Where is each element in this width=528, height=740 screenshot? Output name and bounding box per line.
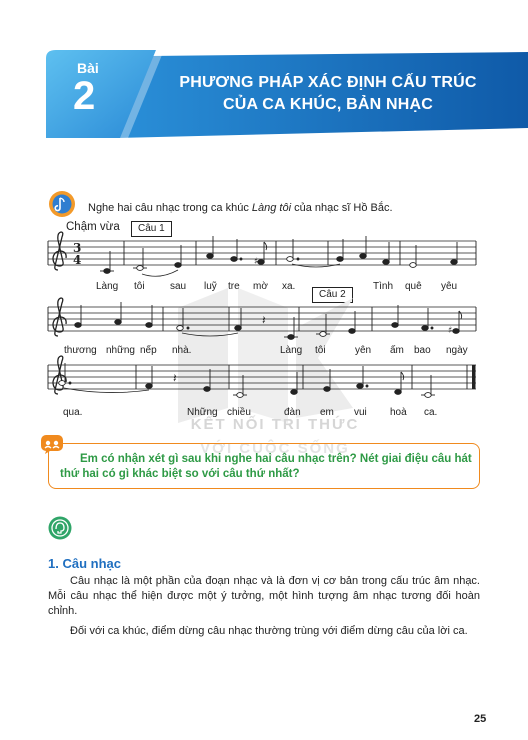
- section-heading: 1. Câu nhạc: [48, 556, 121, 571]
- lyric-word: Tình: [373, 281, 394, 292]
- time-sig-top: 3: [73, 241, 82, 255]
- lyric-word: yên: [355, 345, 372, 356]
- knowledge-icon: [48, 516, 72, 540]
- lyric-word: ấm: [390, 345, 404, 356]
- intro-sentence: Nghe hai câu nhạc trong ca khúc Làng tôi của nhạc sĩ Hồ Bắc.: [88, 202, 393, 214]
- lyric-word: luỹ: [204, 281, 217, 292]
- lyric-word: bao: [414, 345, 431, 356]
- time-sig-bottom: 4: [73, 253, 82, 267]
- discussion-icon: [40, 434, 64, 454]
- lyric-word: xa.: [282, 281, 296, 292]
- lyric-word: tôi: [315, 345, 326, 356]
- lesson-label: Bài: [77, 60, 99, 76]
- lyric-word: ca.: [424, 407, 438, 418]
- lyric-word: mờ: [253, 281, 268, 292]
- lyric-word: những: [106, 345, 135, 356]
- watermark-line2: VỚI CUỘC SỐNG: [200, 440, 350, 457]
- lyric-word: vui: [354, 407, 367, 418]
- song-title: Làng tôi: [251, 202, 292, 214]
- lesson-title-line1: PHƯƠNG PHÁP XÁC ĐỊNH CẤU TRÚC: [179, 74, 477, 91]
- lyric-word: hoà: [390, 407, 407, 418]
- lyric-word: tôi: [134, 281, 145, 292]
- svg-text:𝄽: 𝄽: [262, 313, 266, 327]
- lyric-word: Những: [187, 407, 218, 418]
- lyric-word: Làng: [96, 281, 119, 292]
- paragraph-1: Câu nhạc là một phần của đoạn nhạc và là đơn vị cơ bản trong cấu trúc âm nhạc. Mỗi câu nhạc thể hiện được một ý tưởng, một hình tượng âm nhạc tương đối hoàn chỉnh.: [48, 575, 480, 617]
- lyric-word: đàn: [284, 407, 301, 418]
- lesson-title-line2: CỦA CA KHÚC, BẢN NHẠC: [222, 96, 434, 113]
- lyric-word: em: [320, 407, 334, 418]
- svg-text:♯: ♯: [254, 257, 259, 267]
- lesson-number: 2: [73, 74, 96, 118]
- lyric-word: nhà.: [172, 345, 192, 356]
- lyric-word: Làng: [280, 345, 303, 356]
- tempo-marking: Chậm vừa: [66, 221, 120, 233]
- phrase2-label: Câu 2: [312, 287, 353, 303]
- paragraph-2: Đối với ca khúc, điểm dừng câu nhạc thường trùng với điểm dừng câu của lời ca.: [70, 625, 468, 637]
- lyric-word: sau: [170, 281, 187, 292]
- phrase1-label: Câu 1: [131, 221, 172, 237]
- question-text: Em có nhận xét gì sau khi nghe hai câu nhạc trên? Nét giai điệu câu hát thứ hai có gì khác biệt so với câu thứ nhất?: [60, 453, 472, 480]
- watermark-line1: KẾT NỐI TRI THỨC: [190, 416, 360, 433]
- lyric-word: quê: [405, 281, 422, 292]
- svg-text:♯: ♯: [448, 326, 453, 336]
- lyric-word: thương: [64, 345, 97, 356]
- lyric-word: yêu: [441, 281, 458, 292]
- svg-text:𝄽: 𝄽: [173, 371, 177, 385]
- lyric-word: qua.: [63, 407, 83, 418]
- page-number: 25: [474, 713, 487, 725]
- lyric-word: nếp: [140, 345, 157, 356]
- lyric-word: ngày: [446, 345, 468, 356]
- lyric-word: tre: [228, 281, 240, 292]
- lyric-word: chiều: [227, 407, 251, 418]
